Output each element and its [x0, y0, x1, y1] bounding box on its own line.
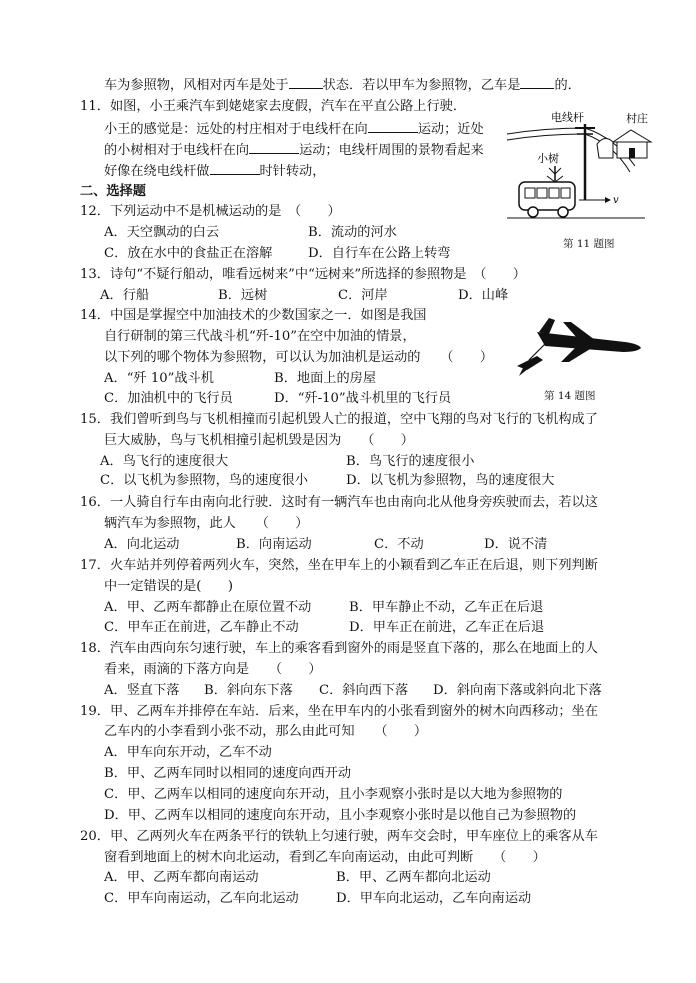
q20-option-a[interactable]: A．甲、乙两车都向南运动: [104, 870, 259, 885]
q15-option-c[interactable]: C．以飞机为参照物，鸟的速度很小: [100, 473, 308, 488]
q14-option-c[interactable]: C．加油机中的飞行员: [104, 391, 233, 406]
q19-option-a[interactable]: A．甲车向东开动，乙车不动: [104, 745, 272, 760]
q20-option-b[interactable]: B．甲、乙两车都向北运动: [336, 870, 491, 885]
answer-blank[interactable]: [368, 119, 418, 133]
q17-line-2: 中一定错误的是( ): [104, 579, 233, 594]
q14-option-b[interactable]: B．地面上的房屋: [274, 371, 377, 386]
q15-option-b[interactable]: B．鸟飞行的速度很小: [346, 454, 475, 469]
answer-blank[interactable]: [210, 161, 260, 175]
q18-option-c[interactable]: C．斜向西下落: [319, 683, 409, 698]
q18-line-1: 18．汽车由西向东匀速行驶，车上的乘客看到窗外的雨是竖直下落的，那么在地面上的人: [80, 641, 598, 656]
q19-line-1: 19．甲、乙两车并排停在车站．后来，坐在甲车内的小张看到窗外的树木向西移动；坐在: [80, 704, 598, 719]
q11-line-1: 11．如图，小王乘汽车到姥姥家去度假，汽车在平直公路上行驶．: [80, 99, 467, 114]
q13-option-d[interactable]: D．山峰: [458, 288, 509, 303]
q17-option-b[interactable]: B．甲车静止不动，乙车正在后退: [349, 600, 544, 615]
q12-option-a[interactable]: A．天空飘动的白云: [104, 225, 220, 240]
prev-question-tail: 车为参照物，风相对丙车是处于 状态．若以甲车为参照物，乙车是 的．: [104, 75, 581, 95]
q20-option-d[interactable]: D．甲车向北运动，乙车向南运动: [336, 891, 532, 906]
q12-option-c[interactable]: C．放在水中的食盐正在溶解: [104, 246, 273, 261]
q17-option-c[interactable]: C．甲车正在前进，乙车静止不动: [104, 620, 299, 635]
answer-blank[interactable]: [520, 75, 554, 89]
q17-line-1: 17．火车站并列停着两列火车，突然，坐在甲车上的小颖看到乙车正在后退，则下列判断: [80, 558, 598, 573]
q19-option-c[interactable]: C．甲、乙两车以相同的速度向东开动，且小李观察小张时是以大地为参照物的: [104, 787, 563, 802]
q17-option-d[interactable]: D．甲车正在前进，乙车正在后退: [349, 620, 545, 635]
figure-14-diagram: [515, 316, 645, 378]
q19-option-b[interactable]: B．甲、乙两车同时以相同的速度向西开动: [104, 766, 352, 781]
q12-option-b[interactable]: B．流动的河水: [308, 225, 397, 240]
q13-stem: 13．诗句“不疑行船动，唯看远树来”中“远树来”所选择的参照物是 （ ）: [80, 267, 526, 282]
q14-line-2: 自行研制的第三代战斗机“歼-10”在空中加油的情景，: [104, 329, 416, 344]
tree-label: 小树: [537, 152, 559, 165]
q18-option-a[interactable]: A．竖直下落: [104, 683, 180, 698]
q20-option-c[interactable]: C．甲车向南运动，乙车向北运动: [104, 891, 299, 906]
power-wire: [507, 134, 585, 140]
figure-11-diagram: [505, 104, 655, 254]
q20-line-1: 20．甲、乙两列火车在两条平行的铁轨上匀速行驶，两车交会时，甲车座位上的乘客从车: [80, 829, 598, 844]
q14-line-3: 以下列的哪个物体为参照物，可以认为加油机是运动的 （ ）: [104, 350, 494, 365]
q14-line-1: 14．中国是掌握空中加油技术的少数国家之一．如图是我国: [80, 308, 427, 323]
q14-option-a[interactable]: A．“歼 10”战斗机: [104, 371, 214, 386]
village-house-icon: [597, 130, 651, 158]
velocity-label: v: [613, 195, 619, 206]
q15-line-2: 巨大威胁，鸟与飞机相撞引起机毁是因为 （ ）: [104, 433, 414, 448]
village-label: 村庄: [626, 112, 648, 125]
q15-line-1: 15．我们曾听到鸟与飞机相撞而引起机毁人亡的报道，空中飞翔的鸟对飞行的飞机构成了: [80, 412, 598, 427]
q16-option-c[interactable]: C．不动: [374, 537, 424, 552]
q15-option-d[interactable]: D．以飞机为参照物，鸟的速度很大: [346, 473, 555, 488]
q20-line-2: 窗看到地面上的树木向北运动，看到乙车向南运动，由此可判断 （ ）: [104, 850, 546, 865]
figure-11-caption: 第 11 题图: [563, 238, 615, 250]
q19-line-2: 乙车内的小李看到小张不动，那么由此可知 （ ）: [104, 724, 428, 739]
q15-option-a[interactable]: A．鸟飞行的速度很大: [100, 454, 229, 469]
q18-line-2: 看来，雨滴的下落方向是 （ ）: [104, 662, 322, 677]
q13-option-b[interactable]: B．远树: [218, 288, 268, 303]
q16-option-a[interactable]: A．向北运动: [104, 537, 180, 552]
q12-option-d[interactable]: D．自行车在公路上转弯: [308, 246, 451, 261]
q16-line-2: 辆汽车为参照物，此人 （ ）: [104, 516, 309, 531]
q19-option-d[interactable]: D．甲、乙两车以相同的速度向东开动，且小李观察小张时是以他自己为参照物的: [104, 808, 577, 823]
q18-option-b[interactable]: B．斜向东下落: [204, 683, 293, 698]
power-wire: [507, 128, 585, 134]
answer-blank[interactable]: [249, 140, 299, 154]
q11-line-2: 小王的感觉是：远处的村庄相对于电线杆在向 运动；近处: [104, 119, 484, 139]
q16-option-b[interactable]: B．向南运动: [236, 537, 312, 552]
answer-blank[interactable]: [289, 75, 323, 89]
q12-stem: 12．下列运动中不是机械运动的是 （ ）: [80, 204, 341, 219]
q11-line-3: 的小树相对于电线杆在向 运动；电线杆周围的景物看起来: [104, 140, 484, 160]
q16-option-d[interactable]: D．说不清: [484, 537, 548, 552]
q14-option-d[interactable]: D．“歼-10”战斗机里的飞行员: [274, 391, 452, 406]
figure-14-caption: 第 14 题图: [544, 390, 596, 402]
q13-option-a[interactable]: A．行船: [100, 288, 150, 303]
tanker-aircraft-icon: [529, 318, 641, 362]
section-heading: 二、选择题: [80, 184, 146, 199]
q16-line-1: 16．一人骑自行车由南向北行驶．这时有一辆汽车也由南向北从他身旁疾驶而去，若以这: [80, 495, 598, 510]
pole-label: 电线杆: [551, 111, 584, 124]
q17-option-a[interactable]: A．甲、乙两车都静止在原位置不动: [104, 600, 312, 615]
q18-option-d[interactable]: D．斜向南下落或斜向北下落: [433, 683, 602, 698]
q11-line-4: 好像在绕电线杆做 时针转动，: [104, 161, 325, 181]
bus-icon: [519, 182, 575, 217]
q13-option-c[interactable]: C．河岸: [338, 288, 388, 303]
